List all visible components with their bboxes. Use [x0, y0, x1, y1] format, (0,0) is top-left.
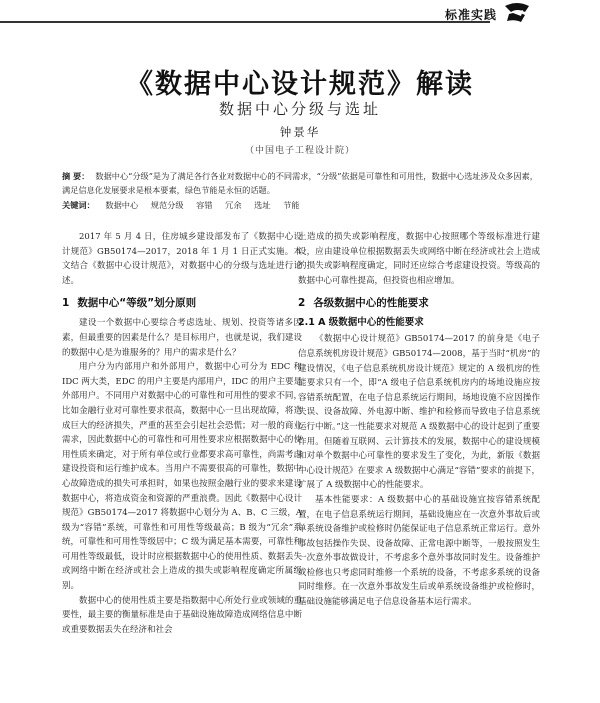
- paragraph: 上造成的损失或影响程度，数据中心按照哪个等级标准进行建设，应由建设单位根据数据丢失或网络中断在经济或社会上造成的损失或影响程度确定，同时还应综合考虑建设投资。等级高的数据中心可靠性提高，但投资也相应增加。: [298, 232, 540, 286]
- abstract-label: 摘 要：: [62, 171, 90, 181]
- keywords: [62, 198, 538, 212]
- section-heading-2: [298, 296, 540, 310]
- keyword: 容错: [196, 200, 213, 210]
- keyword: 数据中心: [105, 200, 139, 210]
- paragraph: 数据中心的使用性质主要是指数据中心所处行业或领域的重要性，最主要的衡量标准是由于基础设施故障造成网络信息中断或重要数据丢失在经济和社会: [62, 595, 302, 635]
- abstract: [62, 169, 538, 197]
- paragraph: 《数据中心设计规范》GB50174—2017 的前身是《电子信息系统机房设计规范》GB50174—2008，基于当时“机房”的建设情况，《电子信息系统机房设计规范》规定的 A 级机房的性能要求只有一个，即“A 级电子信息系统机房内的场地设施应按容错系统配置，在电子信息系统运行期间，场地设施不应因操作失误、设备故障、外电源中断、维护和检修而导致电子信息系统运行中断。”这一性能要求对规范 A 级数据中心的设计起到了重要作用。但随着互联网、云计算技术的发展，数据中心的建设规模和对单个数据中心可靠性的要求发生了变化，为此，新版《数据中心设计规范》在要求 A 级数据中心满足“容错”要求的前提下，扩展了 A 级数据中心的性能要求。: [298, 334, 540, 491]
- author-name: 钟景华: [279, 125, 321, 139]
- section-heading-text: 各级数据中心的性能要求: [313, 297, 429, 310]
- abstract-text: 数据中心“分级”是为了满足各行各业对数据中心的不同需求，“分级”依据是可靠性和可用性，数据中心选址涉及众多因素，满足信息化发展要求是根本要素，绿色节能是永恒的话题。: [62, 171, 538, 195]
- section-number: 2: [298, 297, 306, 310]
- section-heading-1: [62, 296, 302, 310]
- paragraph: 建设一个数据中心要综合考虑选址、规划、投资等诸多因素，但最重要的因素是什么？是目标用户，也就是说，我们建设的数据中心是为谁服务的？用户的需求是什么？: [62, 318, 302, 358]
- section-label: 标准实践: [445, 8, 498, 22]
- keyword: 规范分级: [150, 200, 184, 210]
- section-heading-text: 数据中心“等级”划分原则: [77, 297, 197, 310]
- section-logo-icon: [503, 2, 531, 24]
- article-subtitle: 数据中心分级与选址: [218, 100, 381, 118]
- header-rule: [0, 21, 490, 23]
- subsection-heading-2-1: 2.1 A 级数据中心的性能要求: [298, 317, 424, 329]
- paragraph: 2017 年 5 月 4 日，住房城乡建设部发布了《数据中心设计规范》GB50174—2017，2018 年 1 月 1 日正式实施。本文结合《数据中心设计规范》，对数据中心的分级与选址进行论述。: [62, 232, 302, 286]
- author-affiliation: （中国电子工程设计院）: [244, 146, 355, 156]
- keyword: 选址: [254, 200, 271, 210]
- section-number: 1: [62, 297, 70, 310]
- paragraph: 用户分为内部用户和外部用户，数据中心可分为 EDC 和 IDC 两大类，EDC 的用户主要是内部用户，IDC 的用户主要是外部用户。不同用户对数据中心的可靠性和可用性的要求不同，比如金融行业对可靠性要求很高，数据中心一旦出现故障，将造成巨大的经济损失，严重的甚至会引起社会恐慌；对一般的商业需求，因此数据中心的可靠性和可用性要求应根据数据中心的使用性质来确定，对于所有单位或行业都要求高可靠性，尚需考虑建设投资和运行维护成本。当用户不需要很高的可靠性，数据中心故障造成的损失可承担时，如果也按照金融行业的要求来建设数据中心，将造成资金和资源的严重浪费。因此《数据中心设计规范》GB50174—2017 将数据中心划分为 A、B、C 三级，A 级为“容错”系统，可靠性和可用性等级最高；B 级为“冗余”系统，可靠性和可用性等级居中；C 级为满足基本需要，可靠性和可用性等级最低，设计时应根据数据中心的使用性质、数据丢失或网络中断在经济或社会上造成的损失或影响程度确定所属级别。: [62, 362, 302, 592]
- left-column: [62, 230, 302, 637]
- paragraph: 基本性能要求：A 级数据中心的基础设施宜按容错系统配置，在电子信息系统运行期间，基础设施应在一次意外事故后或单系统设备维护或检修时仍能保证电子信息系统正常运行。意外事故包括操作失误、设备故障、正常电源中断等，一般按照发生一次意外事故做设计，不考虑多个意外事故同时发生。设备维护或检修也只考虑同时维修一个系统的设备，不考虑多系统的设备同时维修。在一次意外事故发生后或单系统设备维护或检修时，基础设施能够满足电子信息设备基本运行需求。: [298, 494, 540, 608]
- keywords-label: 关键词：: [62, 200, 95, 210]
- keyword: 节能: [283, 200, 300, 210]
- right-column: [298, 230, 540, 610]
- article-title: 《数据中心设计规范》解读: [126, 69, 474, 100]
- keyword: 冗余: [225, 200, 242, 210]
